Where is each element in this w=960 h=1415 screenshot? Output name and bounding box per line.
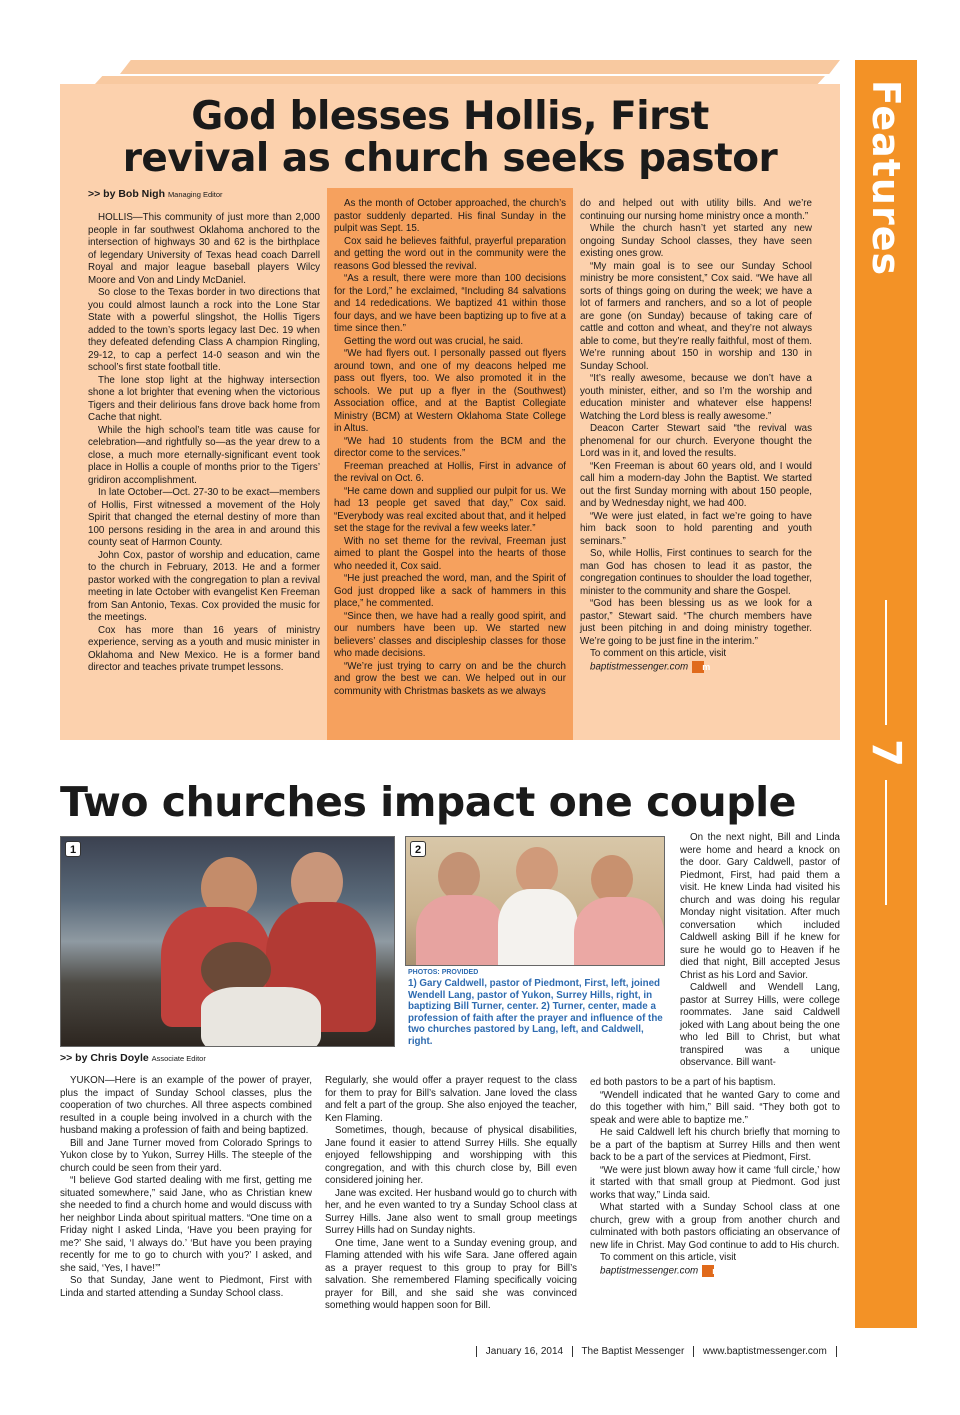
divider-line — [885, 780, 887, 905]
person-figure — [201, 987, 321, 1047]
decorative-bar — [95, 76, 825, 84]
footer-date: January 16, 2014 — [485, 1346, 564, 1358]
website-link[interactable]: baptistmessenger.com — [600, 1265, 699, 1277]
article1-column-1: HOLLIS—This community of just more than 2,000 people in far southwest Oklahoma anchored to the intersection of highways 30 and 62 is the birthplace of legendary University of Texas head coach Darrell Royal and major league baseball players Wilcy Moore and Von and Lindy McDaniel. So close to the Texas border in two directions that you could almost launch a rock into the Lone Star State with a powerful slingshot, the Hollis Tigers added to the town’s sports legacy last Dec. 19 when they defeated defending Class A champion Ringling, 29-12, to cap a perfect 14-0 season and win the school’s first state football title. The lone stop light at the highway intersection shone a lot brighter that evening when the victorious Tigers and their delirious fans drove back home from Cache that night. While the high school’s team title was cause for celebration—and rightfully so—as the year drew to a close, a much more eternally-significant event took place in Hollis a couple of months prior to the Tigers’ gridiron accomplishment. In late October—Oct. 27-30 to be exact—members of Hollis, First witnessed a movement of the Holy Spirit that changed the eternal destiny of more than 100 persons residing in the area in and around this county seat of Harmon County. John Cox, pastor of worship and education, came to the church in February, 2013. He and a former pastor worked with the congregation to plan a revival meeting in late October with evangelist Ken Freeman from San Antonio, Texas. Cox provided the music for the meetings. Cox has more than 16 years of ministry experience, serving as a youth and music minister in Oklahoma and New Mexico. He is a former band director and teaches private trumpet lessons. — [88, 212, 320, 673]
article2-column-2: Regularly, she would offer a prayer request to the class for them to pray for Bill’s salvation. Jane loved the class and felt a part of the group. She also enjoyed the teacher, Ken Flaming. Sometimes, though, because of physical disabilities, Jane found it easier to attend Surrey Hills. She equally enjoyed fellowshipping and worshipping with this congregation, and with this church close by, Bill even considered joining her. Jane was excited. Her husband would go to church with her, and he even wanted to try a Sunday School class at Surrey Hills. Jane also went to small group meetings Surrey Hills had on Sunday nights. One time, Jane went to a Sunday evening group, and Flaming attended with his wife Sara. Jane offered again as a prayer request to this group to pray for Bill’s salvation. She remembered Flaming specifically voicing prayer for Bill, and she said she was convinced something would happen soon for Bill. — [325, 1075, 577, 1311]
person-figure — [416, 895, 506, 966]
article2-column-3-bottom: ed both pastors to be a part of his baptism. “Wendell indicated that he wanted Gary to come and do this together with him,” Bill said. “They both got to speak and were able to baptize me.” He said Caldwell left his church briefly that morning to be a part of the baptism at Surrey Hills and then went back to be a part of the services at Piedmont, First. “We were just blown away how it came ‘full circle,’ how it started with that small group at Piedmont. God just works that way,” Linda said. What started with a Sunday School class at one church, grew with a group from another church and culminated with both pastors officiating an observance of new life in Christ. May God continue to add to His church. To comment on this article, visit baptistmessenger.com m — [590, 1077, 840, 1277]
footer-website[interactable]: www.baptistmessenger.com — [702, 1346, 827, 1358]
messenger-logo-icon: m — [702, 1265, 714, 1277]
page-footer — [470, 1346, 850, 1357]
footer-publication: The Baptist Messenger — [581, 1346, 685, 1358]
divider — [693, 1346, 694, 1357]
person-figure — [574, 897, 664, 966]
photo-caption: 1) Gary Caldwell, pastor of Piedmont, First, left, joined Wendell Lang, pastor of Yukon, Surrey Hills, right, in baptizing Bill Turner, center. 2) Turner, center, made a profession of faith after the prayer and influence of the two churches pastored by Lang, left, and Caldwell, right. — [408, 978, 663, 1047]
divider-line — [885, 600, 887, 725]
photo-baptism — [60, 836, 395, 1047]
article1-byline: >> by Bob Nigh Managing Editor — [88, 188, 223, 200]
article2-headline: Two churches impact one couple — [60, 778, 796, 826]
article1-column-3: do and helped out with utility bills. And we’re continuing our nursing home ministry once a month.” While the church hasn’t yet started any new ongoing Sunday School classes, they have seen existing ones grow. “My main goal is to see our Sunday School ministry be more consistent,” Cox said. “We have all sorts of things going on during the week; we have a lot of farmers and ranchers, and so a lot of people are gone (on Sunday) because of taking care of cattle and cotton and wheat, and they’re not always able to come, but they’re really faithful, most of them. We’re running about 150 in worship and 130 in Sunday School. “It’s really awesome, because we don’t have a youth minister, either, and so I’m the worship and education minister and whatever else happens! Watching the Lord bless is really awesome.” Deacon Carter Stewart said “the revival was phenomenal for our church. Everyone thought the Lord was in it, and loved the results. “Ken Freeman is about 60 years old, and I would call him a modern-day John the Baptist. We started out the first Sunday morning with about 150 people, and by Wednesday night, we had 400. “We were just elated, in fact we’re going to have him back soon to hold parenting and youth seminars.” So, while Hollis, First continues to search for the man God has chosen to lead it as pastor, the congregation continues to shoulder the load together, minister to the community and share the Gospel. “God has been blessing us as we look for a pastor,” Stewart said. “The church members have just been pitching in and doing ministry together. We’re going to be just fine in the interim.” To comment on this article, visit baptistmessenger.com m — [580, 198, 812, 673]
photo-number-badge: 1 — [65, 841, 81, 857]
divider — [836, 1346, 837, 1357]
divider — [572, 1346, 573, 1357]
person-figure — [591, 855, 633, 903]
person-figure — [516, 847, 558, 895]
article2-column-1: YUKON—Here is an example of the power of prayer, plus the impact of Sunday School classes, plus the cooperation of two churches. All three aspects combined resulted in a couple being involved in a church with the husband making a profession of faith and being baptized. Bill and Jane Turner moved from Colorado Springs to Yukon close by to Yukon, Surrey Hills. The steeple of the church could be seen from their yard. “I believe God started dealing with me first, getting me situated somewhere,” said Jane, who as Christian knew she needed to find a church home and would discuss with her neighbor Linda about spiritual matters. “One time on a Friday night I asked Linda, ‘Have you been praying for me?’ She said, ‘I always do.’ ‘But have you been praying recently for me to go to church with you?’ I asked, and she said, ‘Yes, I have!’” So that Sunday, Jane went to Piedmont, First with Linda and started attending a Sunday School class. — [60, 1075, 312, 1299]
website-link[interactable]: baptistmessenger.com — [590, 661, 689, 673]
decorative-bar — [120, 60, 840, 74]
photo-three-men — [405, 836, 665, 966]
divider — [476, 1346, 477, 1357]
photo-number-badge: 2 — [410, 841, 426, 857]
article2-byline: >> by Chris Doyle Associate Editor — [60, 1052, 206, 1064]
photo-credit: PHOTOS: PROVIDED — [408, 969, 479, 976]
section-label: Features — [864, 79, 908, 276]
article1-column-2: As the month of October approached, the church’s pastor suddenly departed. His final Sunday in the pulpit was Sept. 15. Cox said he believes faithful, prayerful preparation and getting the word out in the community were the reasons God blessed the revival. “As a result, there were more than 100 decisions for the Lord,” he exclaimed, “Including 84 salvations and 14 rededications. We baptized 41 within those four days, and we have been baptizing up to five at a time since then.” Getting the word out was crucial, he said. “We had flyers out. I personally passed out flyers around town, and one of my deacons helped me pass out flyers, too. We also promoted it in the schools. We put up a flyer in the (Southwest) Association office, and at the Baptist Collegiate Ministry (BCM) at Western Oklahoma State College in Altus. “We had 10 students from the BCM and the director come to the services.” Freeman preached at Hollis, First in advance of the revival on Oct. 6. “He came down and supplied our pulpit for us. We had 13 people get saved that day,” Cox said. “Everybody was real excited about that, and it helped set the stage for the revival a few weeks later.” With no set theme for the revival, Freeman just aimed to plant the Gospel into the hearts of those who needed it, Cox said. “He just preached the word, man, and the Spirit of God just dropped like a sack of hammers in this place,” he commented. “Since then, we have had a really good spirit, and our numbers have been up. We started new believers’ classes and discipleship classes for those who made decisions. “We’re just trying to carry on and be the church and grow the best we can. We helped out in our community with Christmas baskets as we always — [334, 198, 566, 697]
messenger-logo-icon: m — [692, 661, 704, 673]
article2-column-3-top: On the next night, Bill and Linda were home and heard a knock on the door. Gary Caldwell, pastor of Piedmont, First, had paid them a visit. He knew Linda had visited his church and was doing his regular Monday night visitation. After much conversation which included Caldwell asking Bill if he knew for sure he would go to Heaven if he died that night, Bill accepted Jesus Christ as his Lord and Savior. Caldwell and Wendell Lang, pastor at Surrey Hills, were college roommates. Jane said Caldwell joked with Lang about being the one who led Bill to Christ, but what transpired was a unique observance. Bill want- — [680, 832, 840, 1068]
page-number: 7 — [863, 738, 909, 767]
person-figure — [438, 852, 480, 900]
person-figure — [498, 889, 578, 966]
article1-headline: God blesses Hollis, First revival as church seeks pastor — [122, 94, 778, 181]
